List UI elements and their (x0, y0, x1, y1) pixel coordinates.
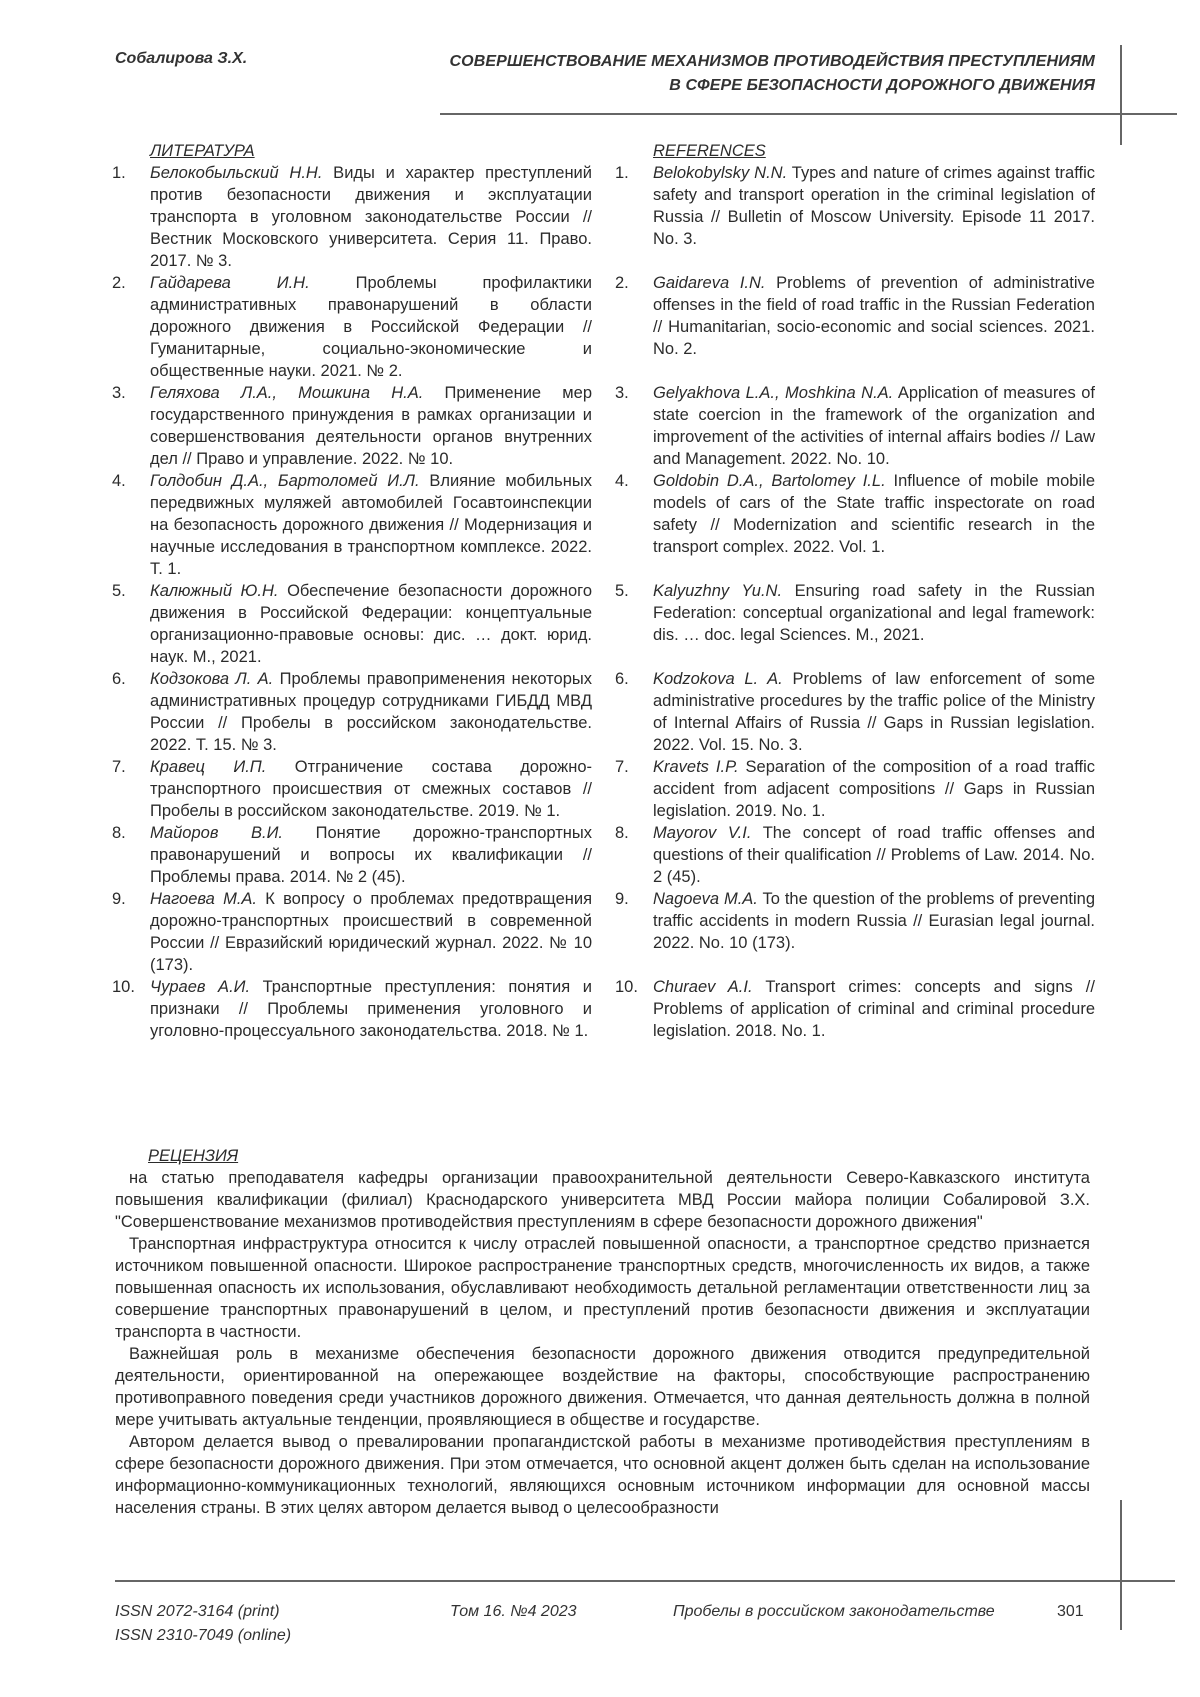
literature-column (112, 140, 592, 1042)
item-number: 7. (112, 758, 126, 776)
item-body (150, 822, 592, 888)
item-body (653, 822, 1095, 888)
item-text: Problems of prevention of administrative offenses in the field of road traffic in the Russian Federation // Humanitarian, socio-economic and social sciences. 2021. No. 2. (653, 274, 1095, 358)
item-body (653, 888, 1095, 954)
review-paragraph: Автором делается вывод о превалировании пропагандистской работы в механизме противодействия преступлениям в сфере безопасности дорожного движения. При этом отмечается, что основной акцент должен быть сделан на использование информационно-коммуникационных технологий, являющихся основным источником информации для основной массы населения страны. В этих целях автором делается вывод о целесообразности (115, 1433, 1090, 1517)
item-number: 3. (112, 384, 126, 402)
item-author: Belokobylsky N.N. (653, 164, 788, 182)
item-number: 8. (615, 824, 629, 842)
literature-item (112, 888, 592, 976)
reference-item (615, 822, 1095, 888)
item-body (150, 580, 592, 668)
item-body (653, 162, 1095, 250)
item-number: 4. (112, 472, 126, 490)
item-author: Кодзокова Л. А. (150, 670, 274, 688)
item-text: Проблемы правоприменения некоторых административных процедур сотрудниками ГИБДД МВД России // Пробелы в российском законодательстве. 2022. Т. 15. № 3. (150, 670, 592, 754)
item-text: Проблемы профилактики административных правонарушений в области дорожного движения в Российской Федерации // Гуманитарные, социально-экономические и общественные науки. 2021. № 2. (150, 274, 592, 380)
literature-item (112, 756, 592, 822)
references-heading: REFERENCES (653, 142, 766, 160)
item-number: 5. (112, 582, 126, 600)
literature-item (112, 470, 592, 580)
literature-item (112, 272, 592, 382)
item-number: 3. (615, 384, 629, 402)
issn-online: ISSN 2310-7049 (online) (115, 1627, 292, 1644)
item-body (150, 668, 592, 756)
item-body (150, 976, 592, 1042)
item-body (653, 976, 1095, 1042)
reference-item (615, 580, 1095, 646)
item-body (653, 580, 1095, 646)
item-author: Nagoeva M.A. (653, 890, 758, 908)
item-text: Обеспечение безопасности дорожного движения в Российской Федерации: концептуальные организационно-правовые основы: дис. … докт. юрид. наук. М., 2021. (150, 582, 592, 666)
review-paragraph: на статью преподавателя кафедры организации правоохранительной деятельности Северо-Кавказского института повышения квалификации (филиал) Краснодарского университета МВД России майора полиции Собалировой З.Х. "Совершенствование механизмов противодействия преступлениям в сфере безопасности дорожного движения" (115, 1169, 1090, 1231)
item-body (653, 470, 1095, 558)
item-text: Ensuring road safety in the Russian Federation: conceptual organizational and legal framework: dis. … doc. legal Sciences. M., 2021. (653, 582, 1095, 644)
footer-issn (115, 1600, 291, 1648)
spacer (615, 954, 1095, 976)
literature-item (112, 668, 592, 756)
item-number: 8. (112, 824, 126, 842)
references-column (615, 140, 1095, 1042)
item-number: 1. (112, 164, 126, 182)
item-text: Влияние мобильных передвижных муляжей автомобилей Госавтоинспекции на безопасность дорожного движения // Модернизация и научные исследования в транспортном комплексе. 2022. Т. 1. (150, 472, 593, 578)
item-number: 10. (615, 978, 638, 996)
item-number: 4. (615, 472, 629, 490)
review-paragraph: Транспортная инфраструктура относится к числу отраслей повышенной опасности, а транспортное средство признается источником повышенной опасности. Широкое распространение транспортных средств, многочисленность их видов, а также повышенная опасность их использования, обуславливают необходимость детальной регламентации ответственности лиц за совершение транспортных правонарушений в целом, и преступлений против безопасности движения и эксплуатации транспорта в частности. (115, 1235, 1090, 1341)
item-text: Transport crimes: concepts and signs // Problems of application of criminal and criminal procedure legislation. 2018. No. 1. (653, 978, 1095, 1040)
item-text: Применение мер государственного принуждения в рамках организации и совершенствования деятельности органов внутренних дел // Право и управление. 2022. № 10. (150, 384, 593, 468)
item-number: 6. (112, 670, 126, 688)
literature-item (112, 162, 592, 272)
item-author: Калюжный Ю.Н. (150, 582, 279, 600)
reference-item (615, 470, 1095, 558)
item-body (150, 272, 592, 382)
item-text: Separation of the composition of a road traffic accident from adjacent compositions // Gaps in Russian legislation. 2019. No. 1. (653, 758, 1095, 820)
footer-journal-title: Пробелы в российском законодательстве (673, 1603, 995, 1620)
item-author: Нагоева М.А. (150, 890, 257, 908)
reference-item (615, 888, 1095, 954)
item-text: К вопросу о проблемах предотвращения дорожно-транспортных происшествий в современной России // Евразийский юридический журнал. 2022. № 10 (173). (150, 890, 593, 974)
item-author: Kalyuzhny Yu.N. (653, 582, 783, 600)
literature-heading: ЛИТЕРАТУРА (150, 142, 255, 160)
item-number: 2. (112, 274, 126, 292)
item-text: To the question of the problems of preventing traffic accidents in modern Russia // Eurasian legal journal. 2022. No. 10 (173). (653, 890, 1095, 952)
item-text: Types and nature of crimes against traffic safety and transport operation in the criminal legislation of Russia // Bulletin of Moscow University. Episode 11 2017. No. 3. (653, 164, 1095, 248)
item-number: 7. (615, 758, 629, 776)
literature-item (112, 580, 592, 668)
item-body (150, 470, 592, 580)
issn-print: ISSN 2072-3164 (print) (115, 1603, 280, 1620)
item-text: Виды и характер преступлений против безопасности движения и эксплуатации транспорта в уголовном законодательстве России // Вестник Московского университета. Серия 11. Право. 2017. № 3. (150, 164, 592, 270)
item-body (150, 756, 592, 822)
footer-crop-mark (1120, 1500, 1122, 1630)
item-number: 9. (615, 890, 629, 908)
header-title-line-2: В СФЕРЕ БЕЗОПАСНОСТИ ДОРОЖНОГО ДВИЖЕНИЯ (669, 77, 1095, 94)
review-paragraph: Важнейшая роль в механизме обеспечения безопасности дорожного движения отводится предупредительной деятельности, ориентированной на опережающее воздействие на факторы, способствующие распространению противоправного поведения среди участников дорожного движения. Отмечается, что данная деятельность должна в полной мере учитывать актуальные тенденции, проявляющиеся в обществе и государстве. (115, 1345, 1090, 1429)
header-title-line-1: СОВЕРШЕНСТВОВАНИЕ МЕХАНИЗМОВ ПРОТИВОДЕЙСТВИЯ ПРЕСТУПЛЕНИЯМ (449, 53, 1095, 70)
item-body (653, 756, 1095, 822)
reference-item (615, 976, 1095, 1042)
literature-item (112, 382, 592, 470)
item-author: Кравец И.П. (150, 758, 267, 776)
reference-item (615, 162, 1095, 250)
item-author: Геляхова Л.А., Мошкина Н.А. (150, 384, 424, 402)
item-number: 6. (615, 670, 629, 688)
item-author: Kodzokova L. A. (653, 670, 783, 688)
footer-rule-divider (115, 1580, 1175, 1582)
item-body (150, 888, 592, 976)
page-number: 301 (1057, 1603, 1084, 1620)
item-author: Белокобыльский Н.Н. (150, 164, 323, 182)
reference-item (615, 668, 1095, 756)
item-author: Churaev A.I. (653, 978, 753, 996)
footer-volume: Том 16. №4 2023 (450, 1603, 577, 1620)
item-body (653, 382, 1095, 470)
item-author: Kravets I.P. (653, 758, 739, 776)
spacer (615, 646, 1095, 668)
item-author: Goldobin D.A., Bartolomey I.L. (653, 472, 886, 490)
item-author: Гайдарева И.Н. (150, 274, 310, 292)
item-body (653, 272, 1095, 360)
item-author: Gelyakhova L.A., Moshkina N.A. (653, 384, 894, 402)
item-text: Транспортные преступления: понятия и признаки // Проблемы применения уголовного и уголовно-процессуального законодательства. 2018. № 1. (150, 978, 592, 1040)
reference-item (615, 272, 1095, 360)
item-text: Понятие дорожно-транспортных правонарушений и вопросы их квалификации // Проблемы права. 2014. № 2 (45). (150, 824, 592, 886)
item-body (653, 668, 1095, 756)
header-rule-divider (440, 113, 1177, 115)
item-text: The concept of road traffic offenses and questions of their qualification // Problems of Law. 2014. No. 2 (45). (653, 824, 1095, 886)
item-text: Отграничение состава дорожно-транспортного происшествия от смежных составов // Пробелы в российском законодательстве. 2019. № 1. (150, 758, 593, 820)
spacer (615, 360, 1095, 382)
reference-item (615, 756, 1095, 822)
item-number: 10. (112, 978, 135, 996)
item-text: Problems of law enforcement of some administrative procedures by the traffic police of the Ministry of Internal Affairs of Russia // Gaps in Russian legislation. 2022. Vol. 15. No. 3. (653, 670, 1096, 754)
item-author: Gaidareva I.N. (653, 274, 766, 292)
reference-item (615, 382, 1095, 470)
spacer (615, 250, 1095, 272)
item-author: Майоров В.И. (150, 824, 283, 842)
header-article-title (450, 50, 1096, 98)
spacer (615, 558, 1095, 580)
item-author: Mayorov V.I. (653, 824, 752, 842)
item-number: 2. (615, 274, 629, 292)
item-author: Голдобин Д.А., Бартоломей И.Л. (150, 472, 420, 490)
item-number: 9. (112, 890, 126, 908)
header-crop-mark (1120, 45, 1122, 145)
item-body (150, 382, 592, 470)
review-section (115, 1145, 1090, 1519)
item-text: Influence of mobile mobile models of cars of the State traffic inspectorate on road safety // Modernization and scientific research in the transport complex. 2022. Vol. 1. (653, 472, 1095, 556)
item-number: 5. (615, 582, 629, 600)
review-heading: РЕЦЕНЗИЯ (148, 1147, 239, 1165)
header-author: Собалирова З.Х. (115, 50, 248, 67)
item-text: Application of measures of state coercion in the framework of the organization and improvement of the activities of internal affairs bodies // Law and Management. 2022. No. 10. (653, 384, 1095, 468)
item-number: 1. (615, 164, 629, 182)
literature-item (112, 822, 592, 888)
item-author: Чураев А.И. (150, 978, 251, 996)
literature-item (112, 976, 592, 1042)
item-body (150, 162, 592, 272)
